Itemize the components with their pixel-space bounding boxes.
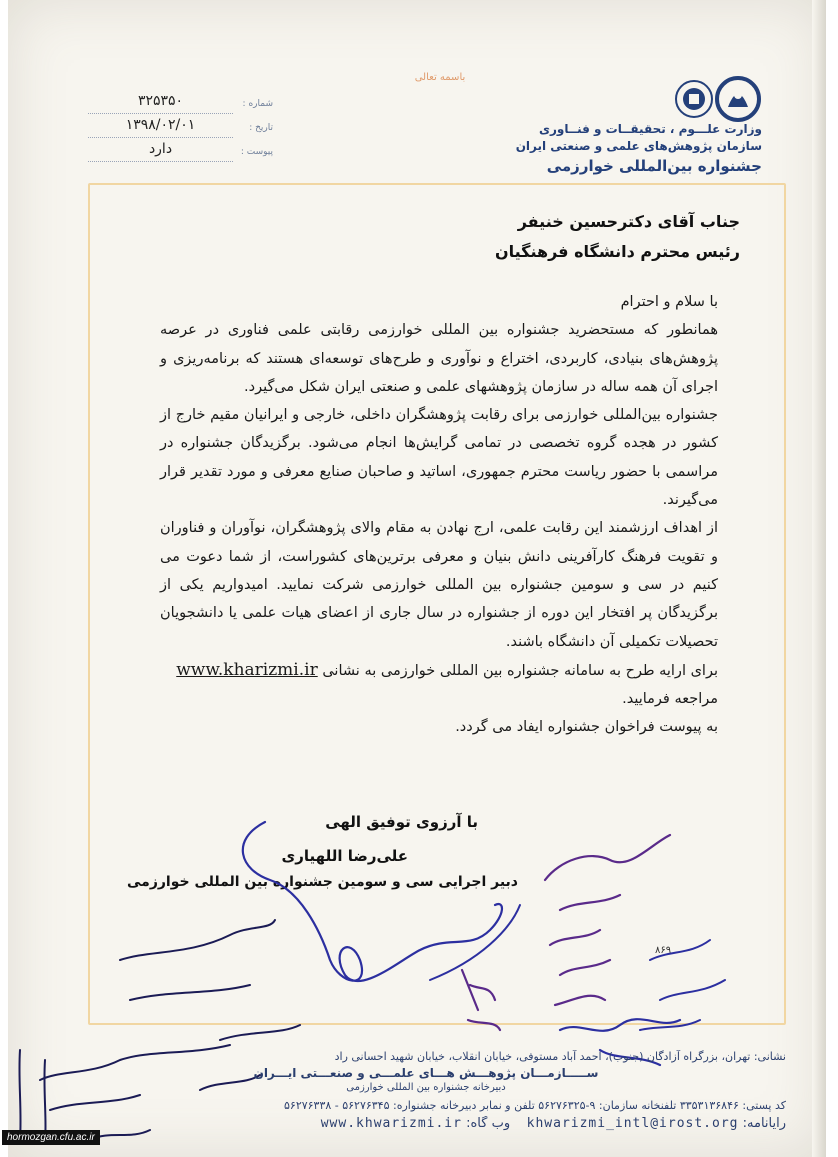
addressee-name: جناب آقای دکترحسین خنیفر bbox=[517, 212, 740, 231]
website-address[interactable]: www.khwarizmi.ir bbox=[320, 1116, 462, 1131]
source-watermark: hormozgan.cfu.ac.ir bbox=[2, 1130, 100, 1145]
organization-title: سازمان پژوهش‌های علمی و صنعتی ایران bbox=[515, 139, 762, 153]
footer-organization: ســـــازمـــان پژوهـــش هـــای علمـــی و صنعـــتی ایـــران bbox=[253, 1066, 599, 1080]
closing-phrase: با آرزوی توفیق الهی bbox=[325, 813, 478, 831]
email-label: رایانامه: bbox=[742, 1116, 786, 1131]
left-margin-note-icon bbox=[120, 920, 300, 1040]
attachment-value: دارد bbox=[88, 141, 233, 162]
festival-title: جشنواره بین‌المللی خوارزمی bbox=[546, 157, 762, 175]
paragraph-4-end: مراجعه فرمایید. bbox=[622, 691, 718, 708]
signer-title: دبیر اجرایی سی و سومین جشنواره بین المللی خوارزمی bbox=[126, 874, 518, 890]
number-value: ۳۲۵۳۵۰ bbox=[88, 93, 233, 114]
email-address[interactable]: khwarizmi_intl@irost.org bbox=[526, 1116, 739, 1131]
footer-address: نشانی: تهران، بزرگراه آزادگان (جنوب)، احمد آباد مستوفی، خیابان انقلاب، خیابان شهید احسانی راد bbox=[334, 1050, 786, 1063]
greeting: با سلام و احترام bbox=[620, 294, 718, 310]
right-margin-note-icon bbox=[640, 940, 725, 1030]
paragraph-2: جشنواره بین‌المللی خوارزمی برای رقابت پژوهشگران داخلی، خارجی و ایرانیان مقیم خارج از کشور در هجده گروه تخصصی در تمامی گرایش‌ها انجام می‌شود. برگزیدگان جشنواره در مراسمی با حضور ریاست محترم جمهوری، اساتید و صاحبان صنایع معرفی و مورد تقدیر قرار می‌گیرند. bbox=[160, 407, 718, 509]
paragraph-3: از اهداف ارزشمند این رقابت علمی، ارج نهادن به مقام والای پژوهشگران، نوآوران و فناوران و تقویت فرهنگ کارآفرینی دانش بنیان و معرفی برترین‌های کشوراست، از شما دعوت می کنیم در سی و سومین جشنواره بین المللی خوارزمی شرکت نمایید. امیدواریم یکی از برگزیدگان پر افتخار این دوره از جشنواره در سال جاری از اعضای هیات علمی یا دانشجویان تحصیلات تکمیلی آن دانشگاه باشند. bbox=[160, 520, 718, 650]
footer-online bbox=[66, 1116, 786, 1131]
bismillah-heading: باسمه تعالی bbox=[414, 72, 466, 83]
paragraph-4-text: برای ارایه طرح به سامانه جشنواره بین المللی خوارزمی به نشانی bbox=[322, 662, 718, 679]
footer-secretariat: دبیرخانه جشنواره بین المللی خوارزمی bbox=[346, 1082, 506, 1093]
page-number: ۸۶۹ bbox=[655, 945, 672, 956]
paragraph-5: به پیوست فراخوان جشنواره ایفاد می گردد. bbox=[455, 719, 718, 736]
ministry-name: وزارت علـــوم ، تحقیقــات و فنــاوری bbox=[539, 122, 762, 136]
paragraph-1: همانطور که مستحضرید جشنواره بین المللی خوارزمی رقابتی علمی فناوری در عرصه پژوهش‌های بنیادی، کاربردی، اختراع و نوآوری و طرح‌های توسعه‌ای هستند که برنامه‌ریزی و اجرای آن همه ساله در سازمان پژوهشهای علمی و صنعتی ایران شکل می‌گیرد. bbox=[160, 322, 718, 395]
website-label: وب گاه: bbox=[466, 1116, 511, 1131]
signer-name: علی‌رضا اللهیاری bbox=[281, 847, 408, 865]
date-label: تاریخ : bbox=[249, 123, 273, 133]
date-value: ۱۳۹۸/۰۲/۰۱ bbox=[88, 117, 233, 138]
date-scribble-icon bbox=[462, 970, 500, 1030]
attachment-label: پیوست : bbox=[240, 147, 273, 157]
addressee-position: رئیس محترم دانشگاه فرهنگیان bbox=[494, 242, 740, 261]
festival-website-link[interactable]: www.kharizmi.ir bbox=[176, 659, 318, 680]
number-label: شماره : bbox=[242, 99, 273, 109]
signature-icon bbox=[243, 822, 502, 981]
footer-contact: کد پستی: ۳۳۵۳۱۳۶۸۴۶ تلفنخانه سازمان: ۹-۵۶۲۷۶۳۲۵ تلفن و نمابر دبیرخانه جشنواره: ۵۶۲۷۶۳۴۵ - ۵۶۲۷۶۳۳۸ bbox=[284, 1099, 786, 1112]
letterhead-footer bbox=[66, 1050, 786, 1131]
referral-note-icon bbox=[545, 835, 670, 1005]
vertical-margin-note-icon bbox=[19, 1050, 45, 1140]
